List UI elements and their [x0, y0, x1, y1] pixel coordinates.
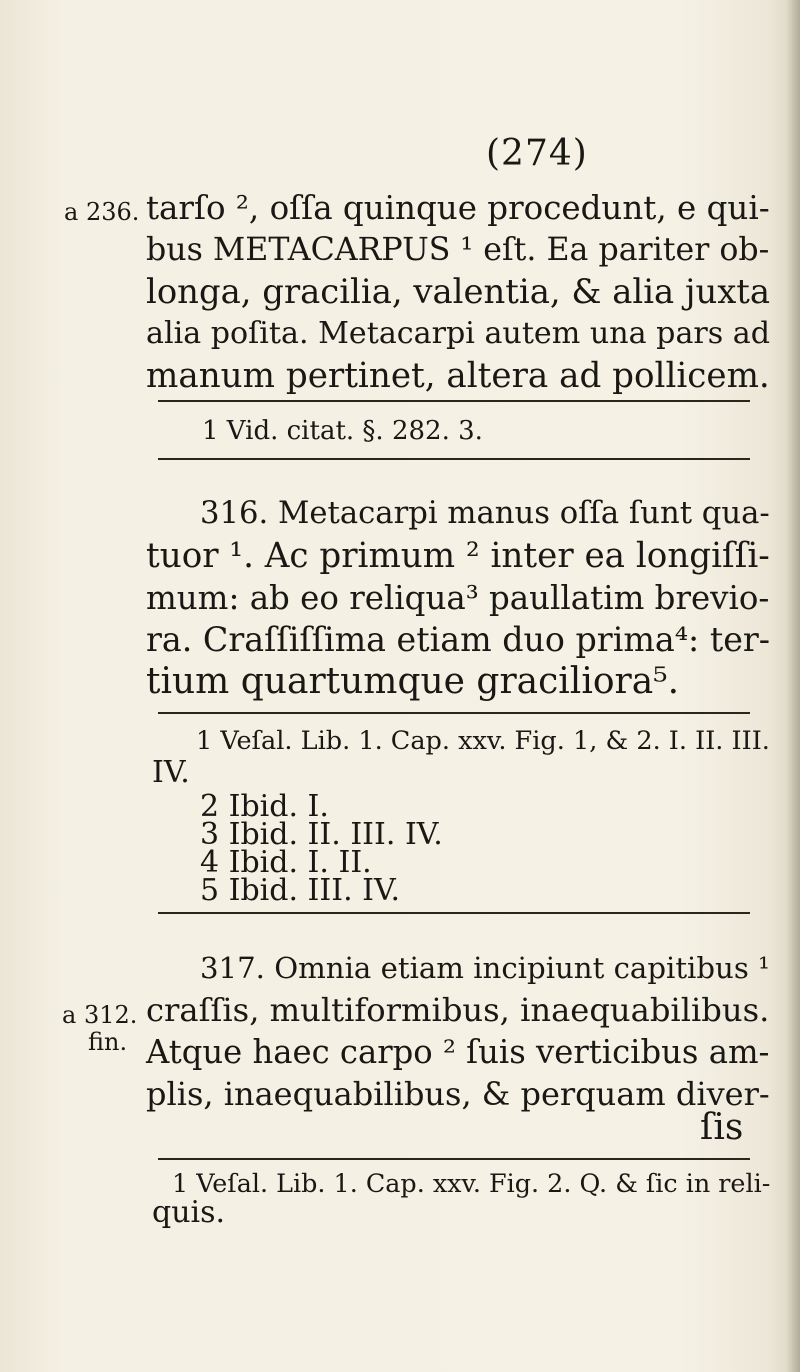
margin-ref-236: a 236.: [64, 198, 140, 226]
footnote: 2 Ibid. I.: [200, 789, 329, 824]
footnote: 1 Vid. citat. §. 282. 3.: [202, 416, 483, 446]
text-line: 317. Omnia etiam incipiunt capitibus ¹: [200, 951, 770, 985]
footnote-rule: [158, 712, 750, 714]
text-line: alia poſita. Metacarpi autem una pars ad: [146, 316, 771, 351]
margin-ref-312-fin: fin.: [88, 1028, 128, 1056]
footnote: IV.: [152, 755, 190, 790]
text-line: manum pertinet, altera ad pollicem.: [146, 356, 770, 396]
page-number: (274): [486, 133, 588, 174]
footnote-rule: [158, 1158, 750, 1160]
text-line: bus METACARPUS ¹ eſt. Ea pariter ob-: [146, 232, 770, 268]
footnote: quis.: [152, 1195, 226, 1230]
text-line: Atque haec carpo ² ſuis verticibus am-: [146, 1033, 770, 1071]
section-rule: [158, 912, 750, 914]
text-line: tarſo ², oſſa quinque procedunt, e qui-: [146, 189, 770, 227]
margin-ref-312: a 312.: [62, 1001, 138, 1029]
footnote: 1 Veſal. Lib. 1. Cap. xxv. Fig. 1, & 2. I. II. III.: [196, 726, 770, 756]
text-line: plis, inaequabilibus, & perquam diver-: [146, 1075, 770, 1113]
text-line: craſſis, multiformibus, inaequabilibus.: [146, 991, 770, 1029]
text-line: longa, gracilia, valentia, & alia juxta: [146, 272, 771, 311]
footnote-rule: [158, 400, 750, 402]
catchword: ſis: [700, 1107, 744, 1148]
page-edge-shadow: [786, 0, 800, 1372]
footnote: 5 Ibid. III. IV.: [200, 873, 400, 908]
text-line: mum: ab eo reliqua³ paullatim brevio-: [146, 579, 770, 617]
text-line: ra. Craſſiſſima etiam duo prima⁴: ter-: [146, 620, 771, 659]
footnote: 4 Ibid. I. II.: [200, 845, 372, 880]
footnote: 3 Ibid. II. III. IV.: [200, 817, 443, 852]
text-line: 316. Metacarpi manus oſſa ſunt qua-: [200, 496, 770, 531]
footnote: 1 Veſal. Lib. 1. Cap. xxv. Fig. 2. Q. & ſic in reli-: [172, 1168, 771, 1198]
text-line: tium quartumque graciliora⁵.: [146, 661, 680, 702]
text-line: tuor ¹. Ac primum ² inter ea longiſſi-: [146, 536, 770, 576]
section-rule: [158, 458, 750, 460]
